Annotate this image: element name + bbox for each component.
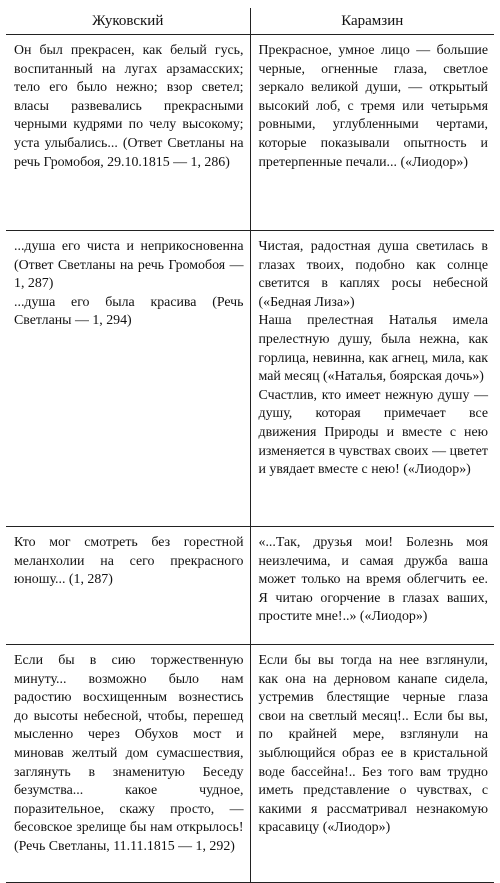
quote-paragraph: «...Так, друзья мои! Болезнь моя неизлечима, и самая дружба ваша может только на время облегчить ее. Я читаю огорчение в глазах ваших, простите мне!..» («Лиодор») — [258, 535, 488, 625]
quote-paragraph: Если бы в сию торжественную минуту... возможно было нам радостию восхищенным вознестись до высоты небесной, чтобы, перешед мысленно через Обухов мост и миновав желтый дом сумасшествия, заглянуть в знаменитую Беседу безумства... какое чудное, поразительное, скажу просто, — бесовское зрелище бы нам открылось! (Речь Светланы, 11.11.1815 — 1, 292) — [14, 653, 244, 854]
table-row — [6, 231, 494, 527]
karamzin-cell — [250, 527, 494, 645]
table-header-row — [6, 8, 494, 35]
quote-paragraph: Кто мог смотреть без горестной меланхолии на сего прекрасного юношу... (1, 287) — [14, 535, 244, 588]
karamzin-cell — [250, 35, 494, 231]
zhukovsky-cell — [6, 645, 250, 883]
zhukovsky-cell — [6, 527, 250, 645]
column-header-karamzin: Карамзин — [250, 8, 494, 35]
quote-paragraph: Счастлив, кто имеет нежную душу — душу, которая примечает все движения Природы и вместе с нею изменяется в чувствах своих — цветет и увядает вместе с нею! («Лиодор») — [258, 387, 488, 478]
table-row — [6, 645, 494, 883]
zhukovsky-cell — [6, 231, 250, 527]
karamzin-cell — [250, 645, 494, 883]
table-row — [6, 527, 494, 645]
quote-paragraph: Чистая, радостная душа светилась в глазах твоих, подобно как солнце светится в каплях росы небесной («Бедная Лиза») — [258, 239, 488, 310]
quote-paragraph: Он был прекрасен, как белый гусь, воспитанный на лугах арзамасских; тело его было нежно; взор светел; власы развевались прекрасными черными кудрями по челу высокому; уста улыбались... (Ответ Светланы на речь Громобоя, 29.10.1815 — 1, 286) — [14, 43, 244, 170]
zhukovsky-cell — [6, 35, 250, 231]
column-header-zhukovsky: Жуковский — [6, 8, 250, 35]
quote-paragraph: Если бы вы тогда на нее взглянули, как она на дерновом канапе сидела, устремив блестящие черные глаза свои на светлый месяц!.. Если бы вы, по крайней мере, взглянули на зыблющийся образ ее в кристальной воде бассейна!.. Без того вам трудно иметь представление о чувствах, с какими я рассматривал незнакомую красавицу («Лиодор») — [258, 653, 488, 836]
comparison-table — [6, 8, 494, 883]
quote-paragraph: ...душа его чиста и неприкосновенна (Ответ Светланы на речь Громобоя — 1, 287) — [14, 239, 244, 292]
table-row — [6, 35, 494, 231]
quote-paragraph: Наша прелестная Наталья имела прелестную душу, была нежна, как горлица, невинна, как агнец, мила, как май месяц («Наталья, боярская дочь») — [258, 313, 488, 385]
quote-paragraph: ...душа его была красива (Речь Светланы — 1, 294) — [14, 294, 244, 329]
quote-paragraph: Прекрасное, умное лицо — большие черные, огненные глаза, светлое зеркало великой души, — открытый высокий лоб, с тремя или четырьмя ровными, углубленными чертами, которые показывали опытность и претерпенные печали... («Лиодор») — [258, 43, 488, 170]
karamzin-cell — [250, 231, 494, 527]
